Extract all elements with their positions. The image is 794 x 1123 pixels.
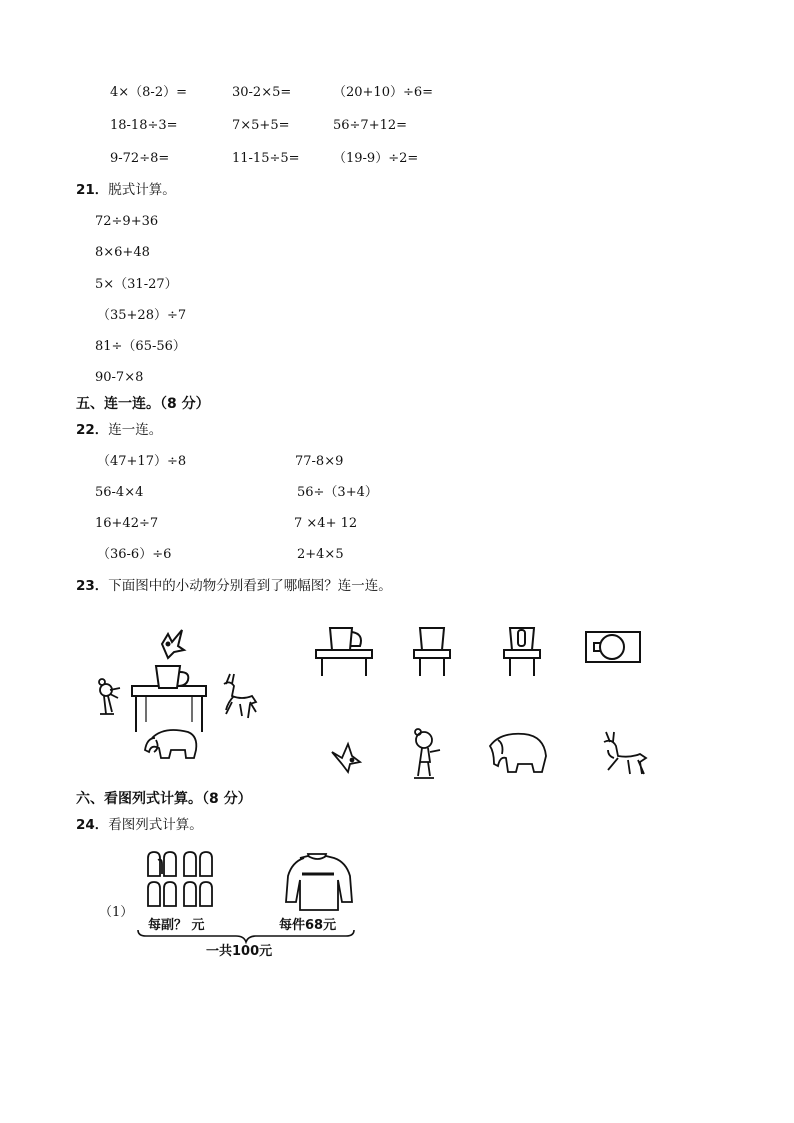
q21-item-5: 81÷（65-56） bbox=[95, 339, 186, 354]
q22-heading bbox=[76, 422, 162, 438]
q22-right-4: 2+4×5 bbox=[297, 547, 344, 562]
oral-calc-r3c2: 11-15÷5= bbox=[232, 151, 300, 166]
oral-calc-r3c3: （19-9）÷2= bbox=[333, 151, 419, 166]
q21-item-2: 8×6+48 bbox=[95, 245, 150, 260]
q22-right-3: 7 ×4+ 12 bbox=[294, 516, 358, 531]
mittens-price-label: 每副？ 元 bbox=[148, 918, 205, 933]
table-icon bbox=[132, 686, 206, 732]
q24-number: 24． bbox=[76, 817, 109, 833]
bird-icon bbox=[162, 630, 184, 658]
cup-icon bbox=[156, 666, 188, 688]
oral-calc-r3c1: 9-72÷8= bbox=[110, 151, 170, 166]
q21-item-3: 5×（31-27） bbox=[95, 277, 178, 292]
q21-item-1: 72÷9+36 bbox=[95, 214, 159, 229]
oral-calc-r1c3: （20+10）÷6= bbox=[333, 85, 434, 100]
view-cup-handle-front bbox=[502, 624, 542, 680]
q21-item-4: （35+28）÷7 bbox=[97, 308, 187, 323]
total-brace bbox=[136, 928, 356, 944]
sweater-price-label: 每件68元 bbox=[279, 918, 337, 933]
q21-number: 21． bbox=[76, 182, 109, 198]
sweater-icon bbox=[280, 850, 354, 916]
q22-right-1: 77-8×9 bbox=[295, 454, 344, 469]
view-cup-front bbox=[314, 624, 374, 680]
q22-left-4: （36-6）÷6 bbox=[97, 547, 172, 562]
q24-title: 看图列式计算。 bbox=[108, 817, 203, 833]
q22-left-3: 16+42÷7 bbox=[95, 516, 159, 531]
q24-heading bbox=[76, 817, 203, 833]
q22-right-2: 56÷（3+4） bbox=[297, 485, 378, 500]
q21-title: 脱式计算。 bbox=[108, 182, 176, 198]
q22-left-2: 56-4×4 bbox=[95, 485, 144, 500]
mittens-icon bbox=[144, 850, 216, 916]
total-label: 一共100元 bbox=[206, 944, 273, 959]
q22-left-1: （47+17）÷8 bbox=[97, 454, 187, 469]
view-cup-top bbox=[584, 628, 644, 668]
q23-title: 下面图中的小动物分别看到了哪幅图？连一连。 bbox=[108, 578, 392, 594]
oral-calc-r2c3: 56÷7+12= bbox=[333, 118, 408, 133]
q22-title: 连一连。 bbox=[108, 422, 163, 438]
donkey-icon bbox=[224, 674, 256, 718]
view-cup-side bbox=[412, 624, 452, 680]
animal-row-bird bbox=[328, 738, 364, 774]
section6-title: 六、看图列式计算。（8 分） bbox=[76, 791, 252, 807]
q23-scene bbox=[90, 622, 270, 772]
q23-number: 23． bbox=[76, 578, 109, 594]
q24-part-label: （1） bbox=[99, 905, 134, 920]
oral-calc-r1c1: 4×（8-2）= bbox=[110, 85, 187, 100]
animal-row-mouse bbox=[408, 728, 444, 782]
animal-row-elephant bbox=[484, 730, 550, 776]
animal-row-donkey bbox=[598, 728, 650, 778]
mouse-icon bbox=[99, 679, 120, 714]
q21-item-6: 90-7×8 bbox=[95, 370, 144, 385]
section5-title: 五、连一连。（8 分） bbox=[76, 396, 210, 412]
oral-calc-r1c2: 30-2×5= bbox=[232, 85, 292, 100]
q23-heading bbox=[76, 578, 392, 594]
oral-calc-r2c2: 7×5+5= bbox=[232, 118, 290, 133]
q21-heading bbox=[76, 182, 176, 198]
elephant-icon bbox=[145, 730, 196, 758]
q22-number: 22． bbox=[76, 422, 109, 438]
oral-calc-r2c1: 18-18÷3= bbox=[110, 118, 178, 133]
